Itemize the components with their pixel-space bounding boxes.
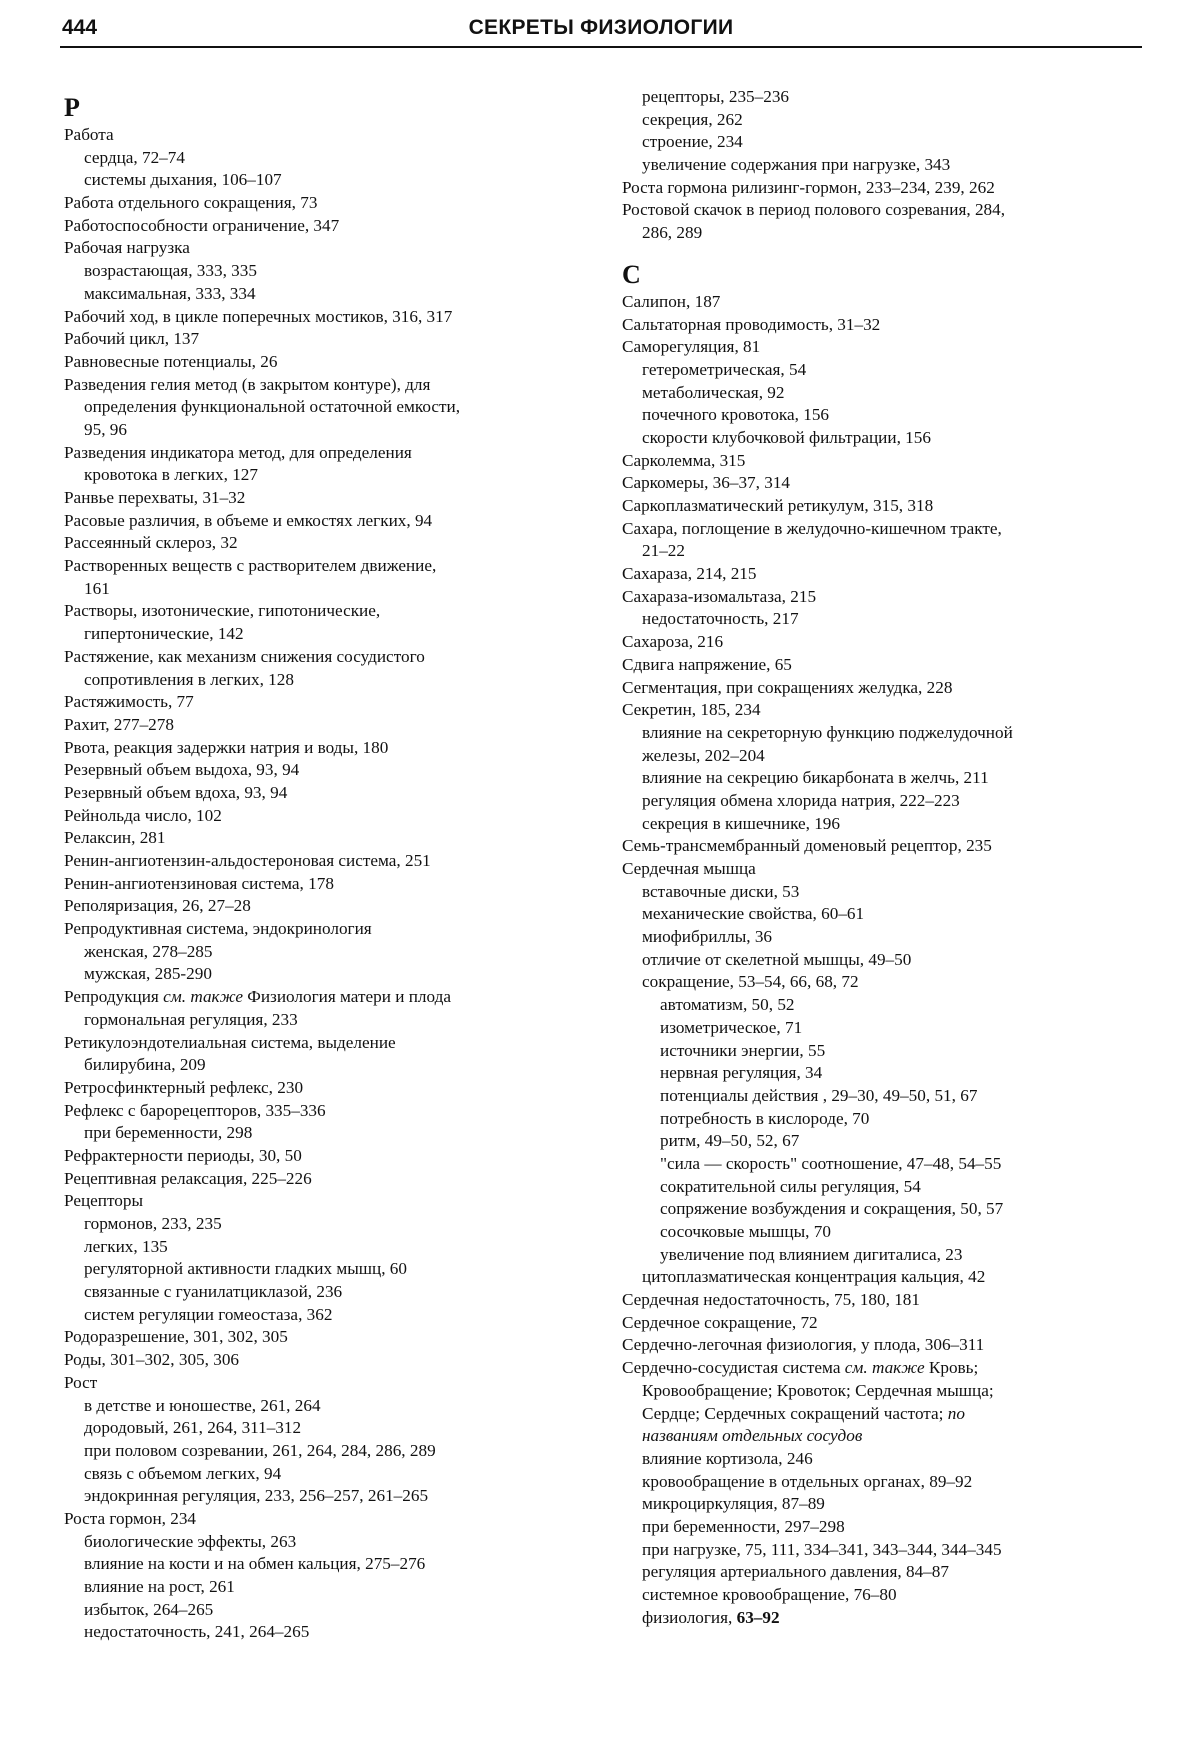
index-entry: Расовые различия, в объеме и емкостях легких, 94 — [64, 510, 433, 530]
index-subentry: секреция в кишечнике, 196 — [642, 813, 840, 833]
index-entry: Родоразрешение, 301, 302, 305 — [64, 1327, 288, 1347]
letter-heading: Р — [64, 93, 80, 122]
index-subentry: сердца, 72–74 — [84, 147, 185, 167]
index-subentry: скорости клубочковой фильтрации, 156 — [642, 427, 931, 447]
index-entry: Саморегуляция, 81 — [622, 337, 761, 357]
index-subentry: потребность в кислороде, 70 — [660, 1108, 870, 1128]
index-subentry: при половом созревании, 261, 264, 284, 286, 289 — [84, 1440, 436, 1460]
index-subentry: регуляция обмена хлорида натрия, 222–223 — [642, 790, 960, 810]
index-entry: Ретикулоэндотелиальная система, выделение — [64, 1032, 396, 1052]
index-subentry: увеличение под влиянием дигиталиса, 23 — [660, 1244, 963, 1264]
index-subentry: 95, 96 — [84, 419, 127, 439]
index-entry: Сердечная мышца — [622, 859, 756, 878]
index-entry: Релаксин, 281 — [64, 828, 166, 848]
index-column-right — [622, 86, 1162, 1629]
index-subentry: максимальная, 333, 334 — [84, 283, 256, 303]
index-subentry: источники энергии, 55 — [660, 1040, 826, 1060]
index-subentry: эндокринная регуляция, 233, 256–257, 261–265 — [84, 1486, 429, 1506]
index-subentry: влияние на рост, 261 — [84, 1577, 235, 1596]
index-column-left — [64, 90, 584, 1644]
index-subentry: в детстве и юношестве, 261, 264 — [84, 1395, 321, 1415]
index-entry: Растворы, изотонические, гипотонические, — [64, 601, 381, 621]
index-subentry: недостаточность, 241, 264–265 — [84, 1622, 310, 1642]
index-subentry: влияние кортизола, 246 — [642, 1448, 813, 1468]
index-entry: Сегментация, при сокращениях желудка, 228 — [622, 677, 953, 697]
index-subentry: возрастающая, 333, 335 — [84, 261, 257, 281]
index-entry: Сахараза, 214, 215 — [622, 564, 757, 584]
index-subentry: "сила — скорость" соотношение, 47–48, 54–55 — [660, 1153, 1002, 1173]
page-number: 444 — [62, 16, 98, 39]
index-subentry: цитоплазматическая концентрация кальция, 42 — [642, 1267, 986, 1287]
index-entry: Разведения индикатора метод, для определения — [64, 442, 412, 462]
index-entry: Ранвье перехваты, 31–32 — [64, 488, 246, 507]
entry-text: Репродукция — [64, 987, 164, 1007]
index-entry: Ростовой скачок в период полового созревания, 284, — [622, 200, 1006, 220]
entry-text: Сердце; Сердечных сокращений частота; — [642, 1403, 948, 1423]
index-entry: Семь-трансмембранный доменовый рецептор, 235 — [622, 836, 992, 856]
index-subentry: почечного кровотока, 156 — [642, 405, 830, 425]
index-entry: Роды, 301–302, 305, 306 — [64, 1350, 240, 1370]
cross-reference: см. также — [844, 1358, 925, 1378]
index-subentry: миофибриллы, 36 — [642, 927, 773, 947]
entry-text: Кровь; — [924, 1358, 979, 1378]
index-entry: Секретин, 185, 234 — [622, 700, 761, 720]
cross-reference: см. также — [163, 987, 243, 1007]
index-entry: Сдвига напряжение, 65 — [622, 654, 792, 674]
index-subentry: железы, 202–204 — [642, 745, 765, 765]
index-entry: Рассеянный склероз, 32 — [64, 533, 238, 553]
index-entry: Роста гормона рилизинг-гормон, 233–234, 239, 262 — [622, 177, 995, 197]
index-subentry: кровотока в легких, 127 — [84, 465, 258, 485]
index-subentry — [622, 1403, 1162, 1426]
index-subentry: Кровообращение; Кровоток; Сердечная мышца; — [642, 1380, 994, 1400]
index-entry: Роста гормон, 234 — [64, 1508, 197, 1528]
index-subentry: влияние на секреторную функцию поджелудочной — [642, 722, 1013, 742]
index-subentry: легких, 135 — [84, 1236, 168, 1256]
index-entry: Рвота, реакция задержки натрия и воды, 180 — [64, 737, 389, 757]
index-subentry — [622, 1607, 1162, 1630]
index-subentry: регуляторной активности гладких мышц, 60 — [84, 1259, 407, 1279]
index-subentry: строение, 234 — [642, 132, 743, 152]
index-entry: Реполяризация, 26, 27–28 — [64, 896, 251, 916]
index-subentry: механические свойства, 60–61 — [642, 904, 865, 924]
index-entry: Рецептивная релаксация, 225–226 — [64, 1168, 312, 1188]
index-subentry: рецепторы, 235–236 — [642, 87, 790, 106]
index-entry: Растяжение, как механизм снижения сосудистого — [64, 646, 425, 666]
index-subentry: системное кровообращение, 76–80 — [642, 1585, 897, 1604]
index-subentry: при беременности, 298 — [84, 1123, 253, 1143]
index-subentry: гормонов, 233, 235 — [84, 1214, 222, 1233]
index-subentry: сократительной силы регуляция, 54 — [660, 1176, 921, 1196]
page-range-bold: 63–92 — [736, 1607, 780, 1627]
index-subentry: увеличение содержания при нагрузке, 343 — [642, 155, 951, 175]
index-entry: Ретросфинктерный рефлекс, 230 — [64, 1077, 304, 1097]
index-entry: Рецепторы — [64, 1191, 144, 1211]
index-subentry: сокращение, 53–54, 66, 68, 72 — [642, 972, 859, 992]
index-entry: Сахара, поглощение в желудочно-кишечном тракте, — [622, 518, 1002, 538]
index-entry: Рабочий ход, в цикле поперечных мостиков, 316, 317 — [64, 306, 453, 326]
index-entry: Резервный объем выдоха, 93, 94 — [64, 760, 300, 780]
index-subentry: ритм, 49–50, 52, 67 — [660, 1131, 800, 1151]
index-entry: Сердечно-легочная физиология, у плода, 306–311 — [622, 1335, 985, 1355]
index-subentry: при беременности, 297–298 — [642, 1516, 845, 1536]
index-subentry: метаболическая, 92 — [642, 382, 785, 402]
index-subentry: вставочные диски, 53 — [642, 881, 800, 901]
cross-reference: по — [947, 1403, 965, 1423]
index-entry: Саркомеры, 36–37, 314 — [622, 473, 791, 493]
index-subentry: изометрическое, 71 — [660, 1017, 803, 1037]
index-entry: Сальтаторная проводимость, 31–32 — [622, 314, 881, 334]
index-subentry: недостаточность, 217 — [642, 609, 799, 629]
index-entry: Рахит, 277–278 — [64, 714, 174, 734]
index-subentry: женская, 278–285 — [84, 941, 213, 961]
index-subentry: автоматизм, 50, 52 — [660, 995, 795, 1015]
index-subentry: 21–22 — [642, 541, 685, 561]
index-entry: Сердечное сокращение, 72 — [622, 1312, 818, 1332]
index-entry: Работоспособности ограничение, 347 — [64, 215, 340, 235]
index-subentry: избыток, 264–265 — [84, 1599, 214, 1619]
index-subentry: потенциалы действия , 29–30, 49–50, 51, 67 — [660, 1085, 978, 1105]
index-subentry: гетерометрическая, 54 — [642, 359, 807, 379]
index-subentry: отличие от скелетной мышцы, 49–50 — [642, 949, 912, 969]
index-subentry: кровообращение в отдельных органах, 89–92 — [642, 1471, 973, 1491]
index-entry: Растяжимость, 77 — [64, 692, 194, 712]
index-entry: Сахароза, 216 — [622, 632, 724, 652]
index-subentry: системы дыхания, 106–107 — [84, 170, 282, 190]
index-subentry — [622, 1425, 1162, 1448]
header-rule — [60, 46, 1142, 48]
index-entry: Сарколемма, 315 — [622, 450, 746, 470]
section-spacer — [622, 245, 1162, 257]
running-title: СЕКРЕТЫ ФИЗИОЛОГИИ — [468, 16, 734, 39]
letter-heading: С — [622, 259, 641, 289]
index-entry: Сахараза-изомальтаза, 215 — [622, 586, 817, 606]
index-entry: Рефрактерности периоды, 30, 50 — [64, 1145, 302, 1165]
index-entry: Рост — [64, 1372, 98, 1392]
index-entry: Рефлекс с барорецепторов, 335–336 — [64, 1100, 326, 1120]
index-subentry: влияние на секрецию бикарбоната в желчь, 211 — [642, 768, 989, 788]
index-subentry: 286, 289 — [642, 223, 703, 243]
index-entry: Резервный объем вдоха, 93, 94 — [64, 782, 288, 802]
index-entry: Саркоплазматический ретикулум, 315, 318 — [622, 496, 934, 515]
index-subentry: связь с объемом легких, 94 — [84, 1463, 282, 1483]
index-entry: Репродуктивная система, эндокринология — [64, 919, 372, 939]
entry-text: Сердечно-сосудистая система — [622, 1358, 845, 1378]
index-subentry: 161 — [84, 578, 110, 598]
index-entry: Рабочий цикл, 137 — [64, 329, 200, 349]
index-subentry: гормональная регуляция, 233 — [84, 1009, 298, 1029]
index-subentry: регуляция артериального давления, 84–87 — [642, 1562, 949, 1582]
index-subentry: мужская, 285-290 — [84, 964, 212, 984]
index-subentry: связанные с гуанилатциклазой, 236 — [84, 1282, 343, 1302]
index-subentry: определения функциональной остаточной емкости, — [84, 397, 461, 417]
cross-reference: названиям отдельных сосудов — [642, 1426, 863, 1446]
index-entry: Рейнольда число, 102 — [64, 805, 222, 825]
index-subentry: влияние на кости и на обмен кальция, 275–276 — [84, 1554, 426, 1574]
index-subentry: билирубина, 209 — [84, 1055, 206, 1075]
index-subentry: при нагрузке, 75, 111, 334–341, 343–344, 344–345 — [642, 1539, 1002, 1559]
index-entry: Ренин-ангиотензиновая система, 178 — [64, 873, 334, 893]
index-subentry: микроциркуляция, 87–89 — [642, 1494, 825, 1514]
index-subentry: систем регуляции гомеостаза, 362 — [84, 1304, 333, 1324]
index-entry: Работа — [64, 125, 114, 144]
index-subentry: сопротивления в легких, 128 — [84, 669, 294, 689]
index-entry: Растворенных веществ с растворителем движение, — [64, 556, 437, 576]
index-subentry: дородовый, 261, 264, 311–312 — [84, 1418, 302, 1438]
index-entry — [64, 986, 584, 1009]
index-subentry: секреция, 262 — [642, 109, 743, 129]
page-header — [60, 16, 1142, 46]
entry-text: физиология, — [642, 1607, 737, 1627]
index-subentry: сосочковые мышцы, 70 — [660, 1222, 831, 1241]
index-entry: Равновесные потенциалы, 26 — [64, 351, 278, 371]
index-subentry: биологические эффекты, 263 — [84, 1531, 297, 1551]
index-entry: Работа отдельного сокращения, 73 — [64, 193, 318, 213]
index-entry — [622, 1357, 1162, 1380]
index-entry: Ренин-ангиотензин-альдостероновая система, 251 — [64, 851, 431, 870]
index-subentry: гипертонические, 142 — [84, 624, 244, 644]
index-entry: Салипон, 187 — [622, 291, 721, 311]
index-entry: Сердечная недостаточность, 75, 180, 181 — [622, 1290, 920, 1310]
index-subentry: нервная регуляция, 34 — [660, 1063, 823, 1083]
index-subentry: сопряжение возбуждения и сокращения, 50, 57 — [660, 1199, 1004, 1219]
index-entry: Рабочая нагрузка — [64, 238, 190, 258]
entry-text: Физиология матери и плода — [242, 987, 451, 1007]
index-entry: Разведения гелия метод (в закрытом контуре), для — [64, 374, 431, 394]
